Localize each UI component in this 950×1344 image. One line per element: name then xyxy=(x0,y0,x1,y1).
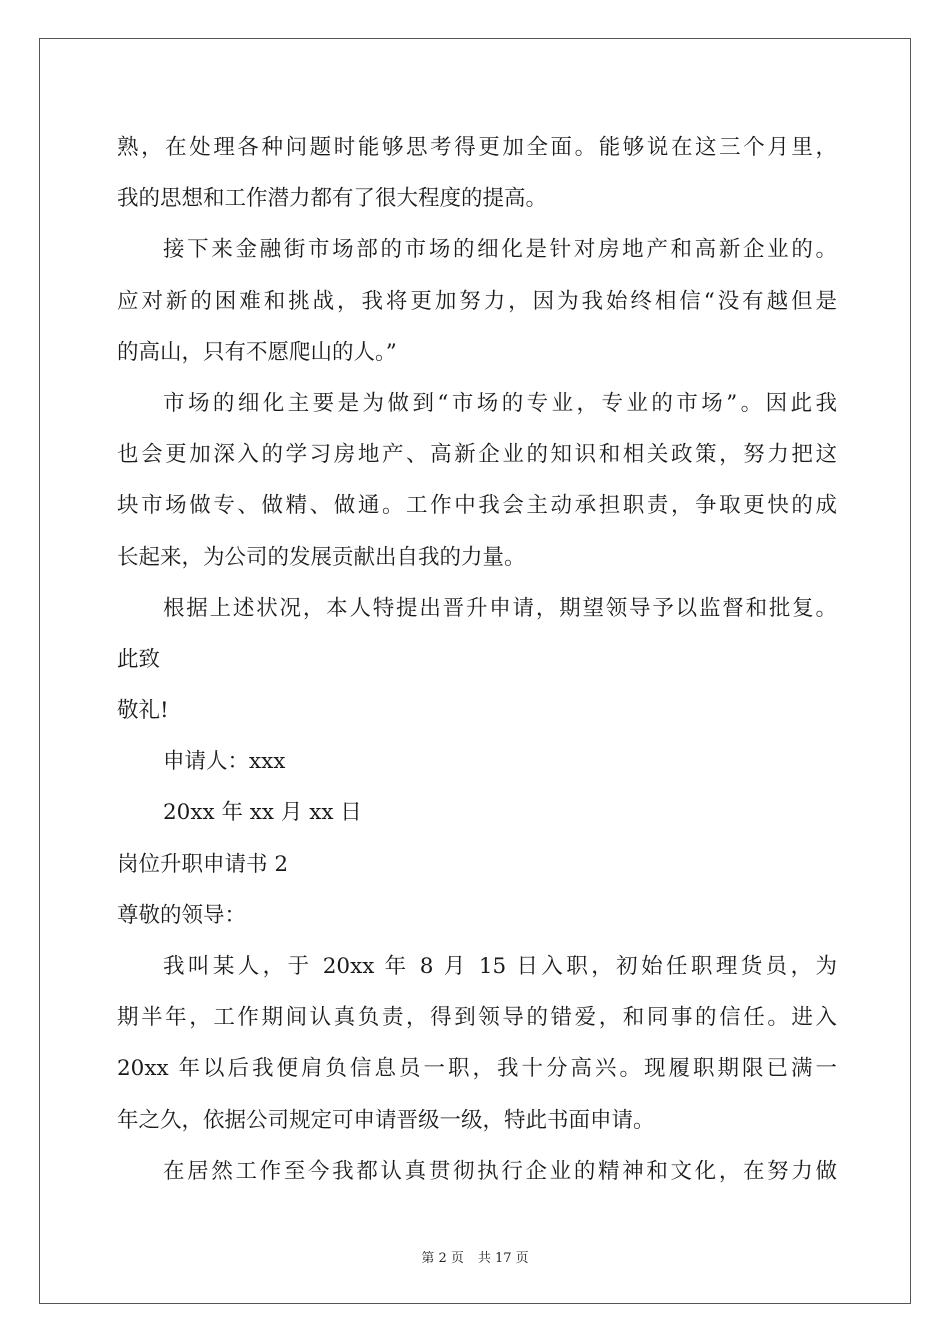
paragraph-line: 期半年，工作期间认真负责，得到领导的错爱，和同事的信任。进入 xyxy=(117,1005,837,1031)
document-body xyxy=(117,122,837,1197)
page-number: 第 2 页 xyxy=(421,1251,464,1266)
paragraph-line: 市场的细化主要是为做到“市场的专业，专业的市场”。因此我 xyxy=(163,390,837,416)
closing-regards: 敬礼! xyxy=(117,698,169,724)
paragraph-line: 长起来，为公司的发展贡献出自我的力量。 xyxy=(117,544,526,570)
paragraph-line: 20xx 年以后我便肩负信息员一职，我十分高兴。现履职期限已满一 xyxy=(117,1056,837,1082)
paragraph-line: 也会更加深入的学习房地产、高新企业的知识和相关政策，努力把这 xyxy=(117,442,837,468)
page-total: 共 17 页 xyxy=(477,1251,529,1266)
closing-salutation: 此致 xyxy=(117,646,161,672)
date-line: 20xx 年 xx 月 xx 日 xyxy=(163,800,362,826)
section-title: 岗位升职申请书 2 xyxy=(117,851,289,877)
paragraph-line: 在居然工作至今我都认真贯彻执行企业的精神和文化，在努力做 xyxy=(163,1158,837,1184)
paragraph-line: 应对新的困难和挑战，我将更加努力，因为我始终相信“没有越但是 xyxy=(117,288,837,314)
greeting-line: 尊敬的领导： xyxy=(117,902,247,928)
paragraph-line: 接下来金融街市场部的市场的细化是针对房地产和高新企业的。 xyxy=(163,237,837,263)
paragraph-line: 根据上述状况，本人特提出晋升申请，期望领导予以监督和批复。 xyxy=(163,595,837,621)
page-footer xyxy=(0,1247,950,1266)
paragraph-line: 熟，在处理各种问题时能够思考得更加全面。能够说在这三个月里， xyxy=(117,135,837,160)
paragraph-line: 年之久，依据公司规定可申请晋级一级，特此书面申请。 xyxy=(117,1107,655,1133)
paragraph-line: 我叫某人，于 20xx 年 8 月 15 日入职，初始任职理货员，为 xyxy=(163,954,837,979)
applicant-line: 申请人：xxx xyxy=(163,749,286,775)
paragraph-line: 的高山，只有不愿爬山的人。” xyxy=(117,339,397,365)
paragraph-line: 块市场做专、做精、做通。工作中我会主动承担职责，争取更快的成 xyxy=(117,493,837,519)
paragraph-line: 我的思想和工作潜力都有了很大程度的提高。 xyxy=(117,186,548,212)
